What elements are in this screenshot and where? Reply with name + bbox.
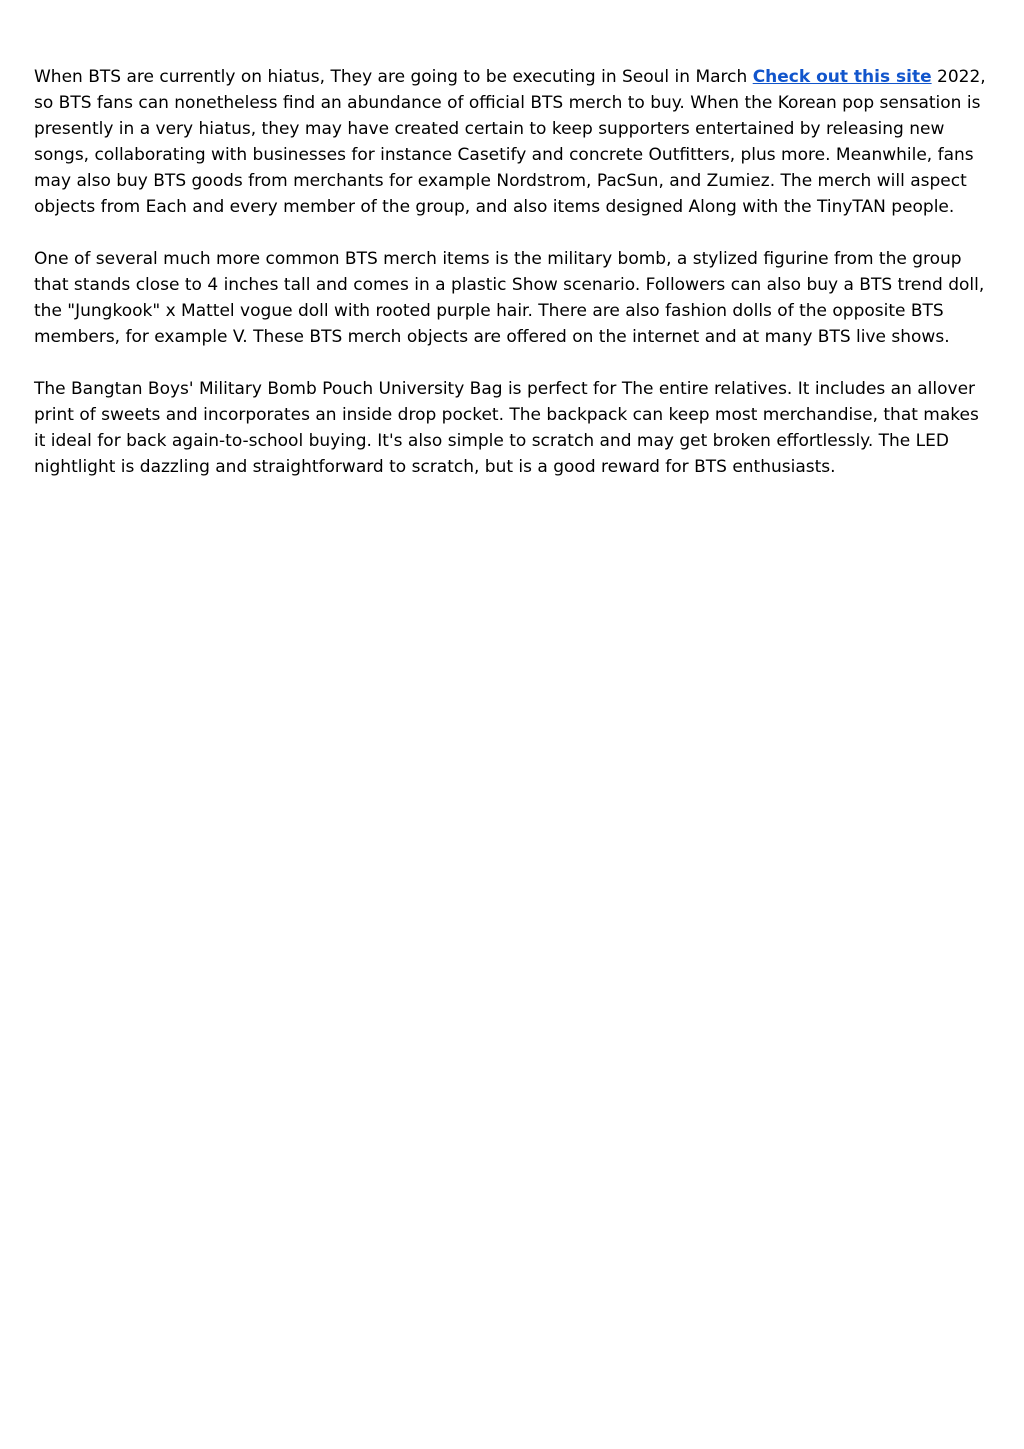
paragraph-2: One of several much more common BTS merch items is the military bomb, a stylized figurine from the group that stands close to 4 inches tall and comes in a plastic Show scenario. Followers can also buy a BTS trend doll, the "Jungkook" x Mattel vogue doll with rooted purple hair. There are also fashion dolls of the opposite BTS members, for example V. These BTS merch objects are offered on the internet and at many BTS live shows. bbox=[34, 249, 985, 347]
paragraph-1-text-end: 2022, so BTS fans can nonetheless find an abundance of official BTS merch to buy. When the Korean pop sensation is presently in a very hiatus, they may have created certain to keep supporters entertained by releasing new songs, collaborating with businesses for instance Casetify and concrete Outfitters, plus more. Meanwhile, fans may also buy BTS goods from merchants for example Nordstrom, PacSun, and Zumiez. The merch will aspect objects from Each and every member of the group, and also items designed Along with the TinyTAN people. bbox=[34, 67, 986, 217]
document-body bbox=[34, 64, 994, 506]
paragraph-1-text-start: When BTS are currently on hiatus, They are going to be executing in Seoul in March bbox=[34, 67, 753, 87]
paragraph-1 bbox=[34, 64, 994, 220]
paragraph-3: The Bangtan Boys' Military Bomb Pouch University Bag is perfect for The entire relatives. It includes an allover print of sweets and incorporates an inside drop pocket. The backpack can keep most merchandise, that makes it ideal for back again-to-school buying. It's also simple to scratch and may get broken effortlessly. The LED nightlight is dazzling and straightforward to scratch, but is a good reward for BTS enthusiasts. bbox=[34, 379, 979, 477]
check-out-this-site-link[interactable]: Check out this site bbox=[752, 67, 932, 87]
